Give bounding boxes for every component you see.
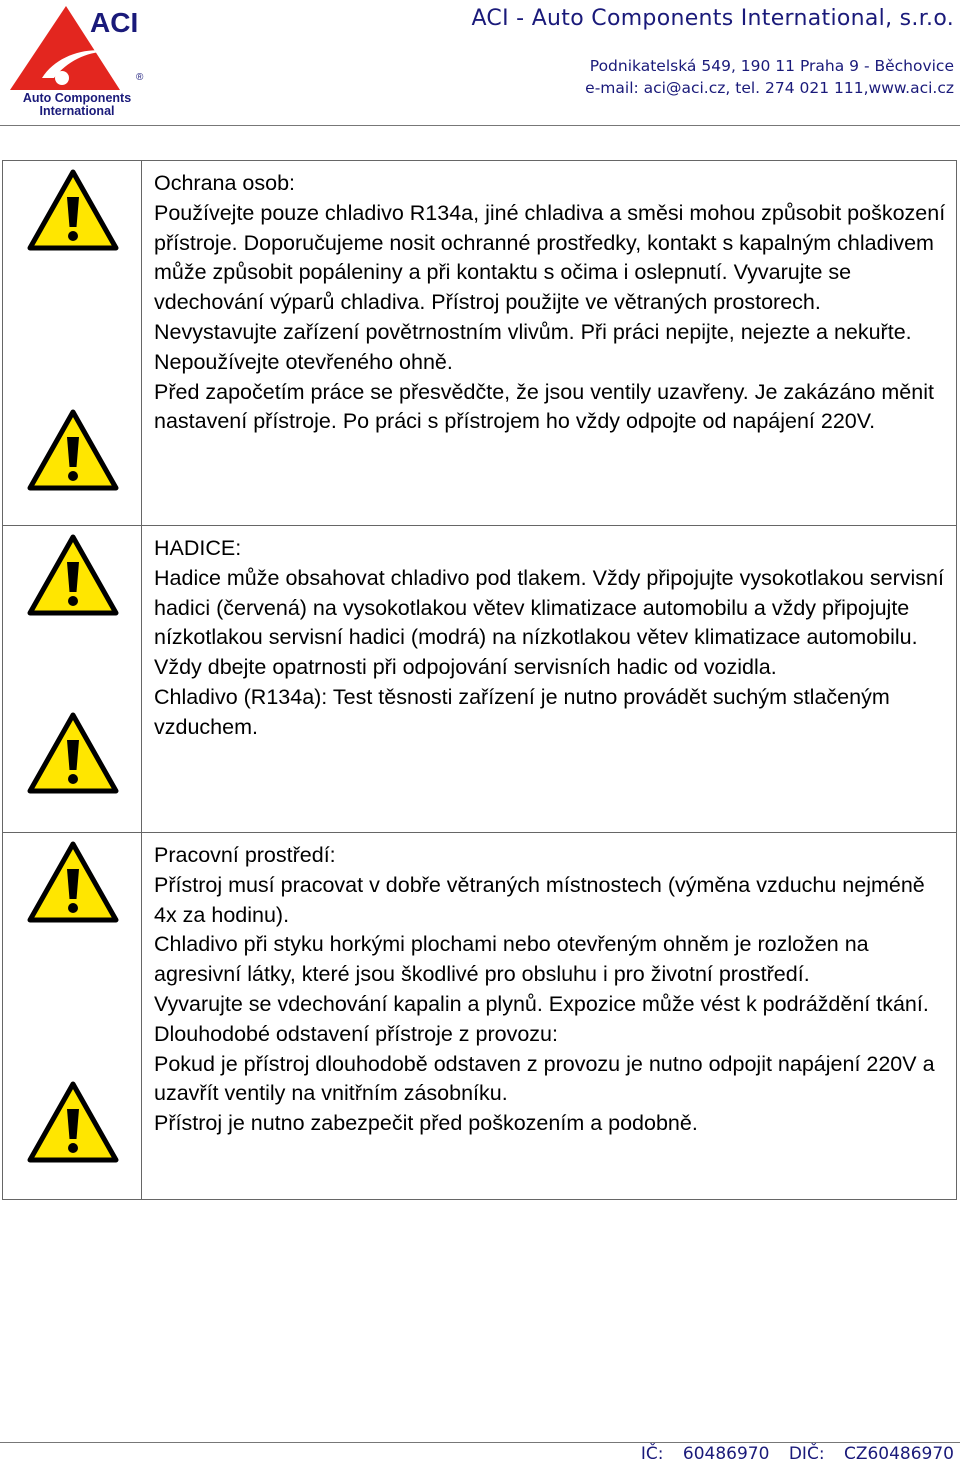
paragraph: Přístroj je nutno zabezpečit před poškozením a podobně. [154, 1111, 698, 1136]
section-text [142, 161, 957, 526]
paragraph: Hadice může obsahovat chladivo pod tlakem. Vždy připojujte vysokotlakou servisní hadici (červená) na vysokotlakou větev klimatizace automobilu a vždy připojujte nízkotlakou servisní hadici (modrá) na nízkotlakou větev klimatizace automobilu. Vždy dbejte opatrnosti při odpojování servisních hadic od vozidla. [154, 565, 944, 680]
company-ids [641, 1444, 954, 1464]
dic-number: DIČ: CZ60486970 [788, 1444, 954, 1464]
section-personal-protection [3, 161, 957, 526]
warning-triangle-icon [27, 841, 119, 923]
company-name: ACI - Auto Components International, s.r.o. [471, 6, 954, 31]
section-heading: HADICE: [154, 536, 242, 560]
warning-triangle-icon [27, 1081, 119, 1163]
logo-text: ACI [90, 7, 139, 38]
header-divider [0, 125, 960, 126]
logo-subtitle: Auto Components International [22, 91, 132, 118]
paragraph: Chladivo při styku horkými plochami nebo otevřeným ohněm je rozložen na agresivní látky, které jsou škodlivé pro obsluhu i pro životní prostředí. [154, 932, 869, 987]
warning-triangle-icon [27, 712, 119, 794]
section-heading: Pracovní prostředí: [154, 843, 336, 867]
icon-cell [3, 526, 142, 833]
icon-cell [3, 833, 142, 1200]
footer-divider [0, 1442, 960, 1443]
paragraph: Používejte pouze chladivo R134a, jiné chladiva a směsi mohou způsobit poškození přístroje. Doporučujeme nosit ochranné prostředky, kontakt s kapalným chladivem může způsobit popáleniny a při kontaktu s očima i oslepnutí. Vyvarujte se vdechování výparů chladiva. Přístroj použijte ve větraných prostorech. Nevystavujte zařízení povětrnostním vlivům. Při práci nepijte, nejezte a nekuřte. Nepoužívejte otevřeného ohně. [154, 200, 946, 374]
warning-triangle-icon [27, 534, 119, 616]
safety-table [2, 160, 957, 1200]
paragraph: Před započetím práce se přesvědčte, že jsou ventily uzavřeny. Je zakázáno měnit nastavení přístroje. Po práci s přístrojem ho vždy odpojte od napájení 220V. [154, 379, 934, 434]
section-text [142, 526, 957, 833]
section-text [142, 833, 957, 1200]
svg-text:®: ® [136, 72, 144, 83]
paragraph: Chladivo (R134a): Test těsnosti zařízení je nutno provádět suchým stlačeným vzduchem. [154, 684, 890, 739]
ic-number: IČ: 60486970 [640, 1444, 770, 1464]
paragraph: Přístroj musí pracovat v dobře větraných místnostech (výměna vzduchu nejméně 4x za hodinu). [154, 872, 925, 927]
warning-triangle-icon [27, 169, 119, 251]
warning-triangle-icon [27, 409, 119, 491]
icon-cell [3, 161, 142, 526]
paragraph: Pokud je přístroj dlouhodobě odstaven z provozu je nutno odpojit napájení 220V a uzavřít ventily na vnitřním zásobníku. [154, 1051, 935, 1106]
section-heading: Ochrana osob: [154, 171, 296, 195]
page-header [0, 0, 960, 126]
section-hoses [3, 526, 957, 833]
company-address [585, 55, 954, 99]
paragraph: Vyvarujte se vdechování kapalin a plynů. Expozice může vést k podráždění tkání. [154, 991, 929, 1016]
contact-line: e-mail: aci@aci.cz, tel. 274 021 111,www.aci.cz [585, 79, 954, 97]
section-heading: Dlouhodobé odstavení přístroje z provozu: [154, 1021, 558, 1046]
address-line: Podnikatelská 549, 190 11 Praha 9 - Běchovice [589, 57, 954, 75]
section-work-environment [3, 833, 957, 1200]
